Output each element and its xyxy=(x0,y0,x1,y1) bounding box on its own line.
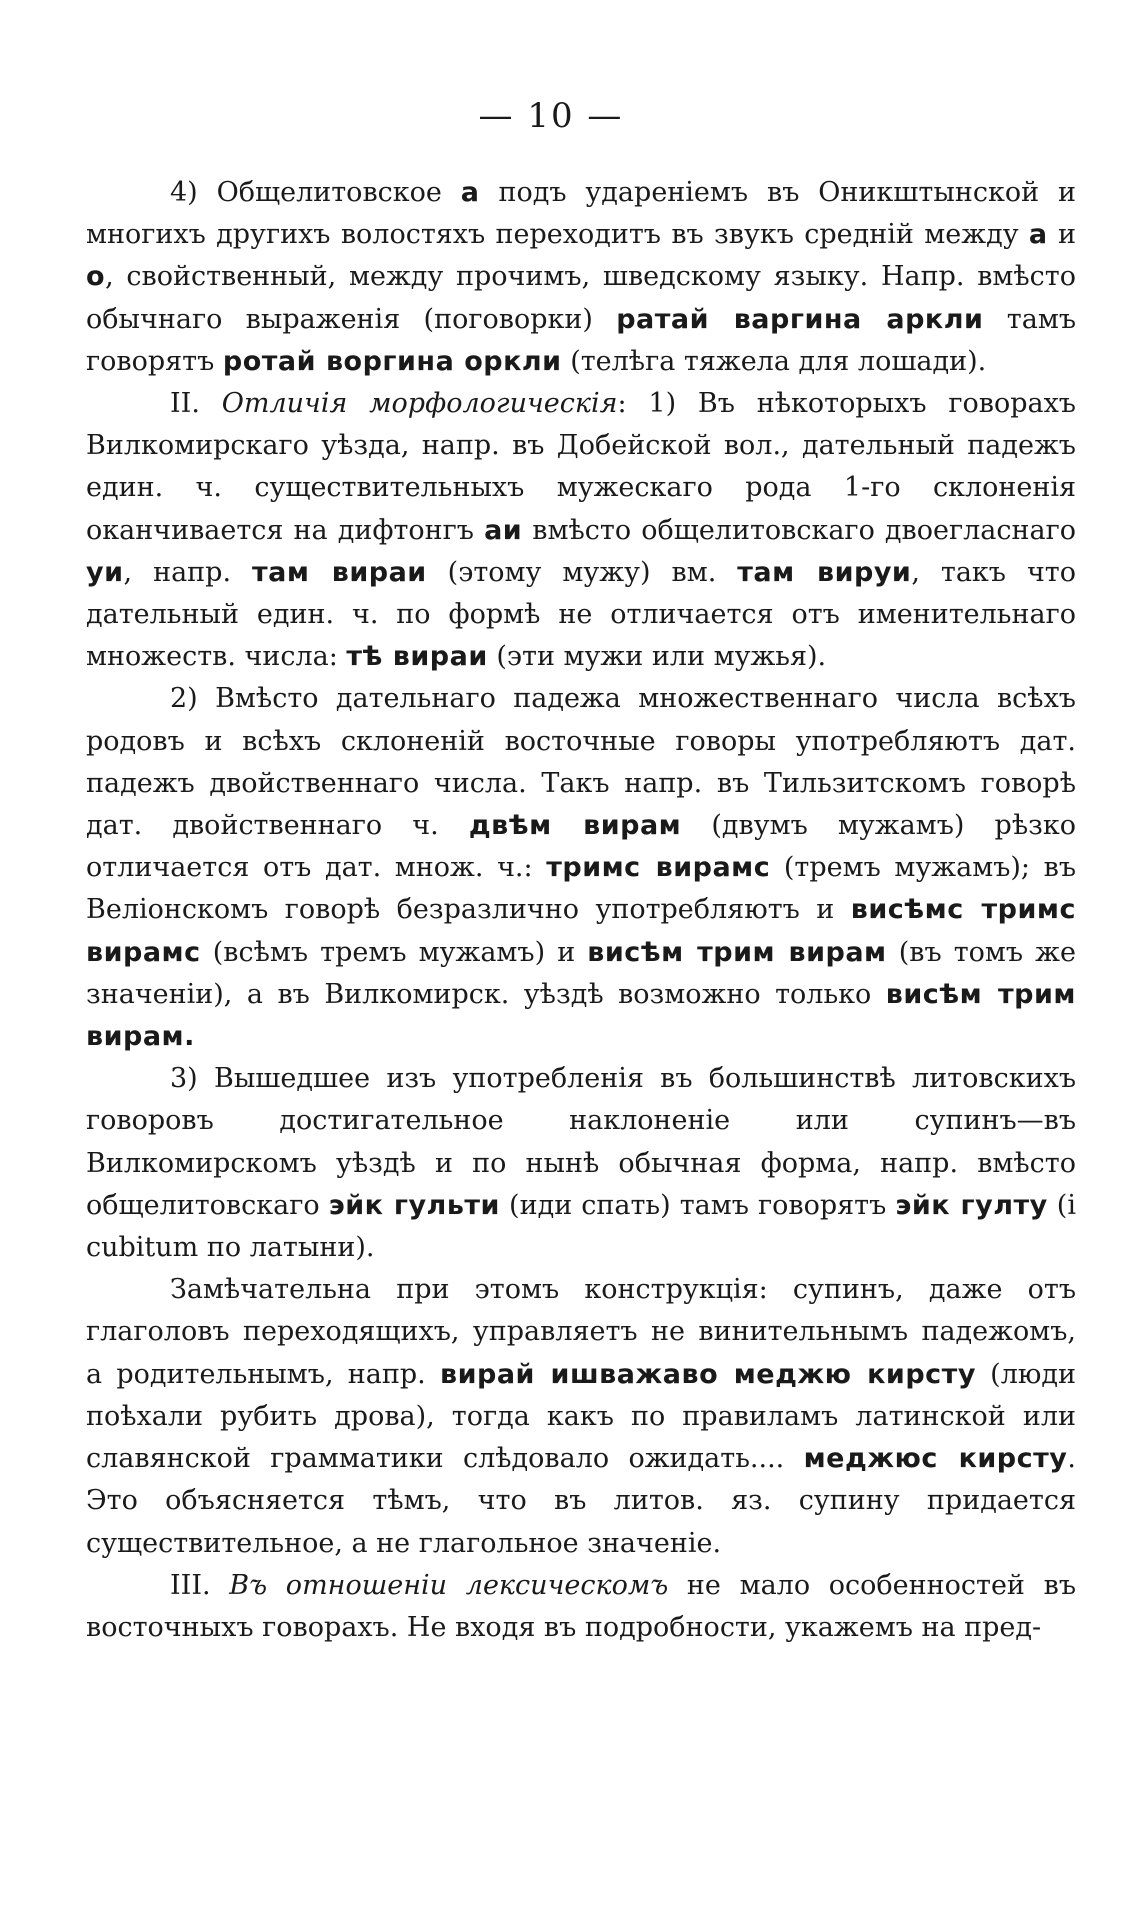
text-run: (люди поѣхали рубить дрова), тогда какъ по правиламъ латинской или славянской грамматики слѣдовало ожидать.... xyxy=(86,1358,1076,1475)
text-run: , такъ что дательный един. ч. по формѣ не отличается отъ именительнаго множеств. числа: xyxy=(86,556,1076,673)
book-page xyxy=(86,96,1076,1649)
paragraph-p1 xyxy=(86,172,1076,383)
text-run: тамъ говорятъ xyxy=(86,303,1076,377)
text-body xyxy=(86,172,1076,1649)
bold-term: там вираи xyxy=(252,556,427,588)
text-run: . Это объясняется тѣмъ, что въ литов. яз. супину придается существительное, а не глагольное значеніе. xyxy=(86,1443,1076,1559)
text-run: Замѣчательна при этомъ конструкція: супинъ, даже отъ глаголовъ переходящихъ, управляетъ не винительнымъ падежомъ, а родительнымъ, напр. xyxy=(86,1274,1076,1390)
text-run: (эти мужи или мужья). xyxy=(487,641,827,673)
text-run: 2) Вмѣсто дательнаго падежа множественнаго числа всѣхъ родовъ и всѣхъ склоненій восточные говоры употребляютъ дат. падежъ двойственнаго числа. Такъ напр. въ Тильзитскомъ говорѣ дат. двойственнаго ч. xyxy=(86,683,1076,842)
bold-term: о xyxy=(86,261,106,293)
text-run: II. xyxy=(170,388,222,420)
text-run: 3) Вышедшее изъ употребленія въ большинствѣ литовскихъ говоровъ достигательное наклоненіе или супинъ—въ Вилкомирскомъ уѣздѣ и по нынѣ обычная форма, напр. вмѣсто общелитовскаго xyxy=(86,1063,1076,1221)
bold-term: там вируи xyxy=(737,556,912,588)
bold-term: аи xyxy=(484,514,523,546)
italic-heading: Въ отношеніи лексическомъ xyxy=(229,1569,669,1601)
text-run: (всѣмъ тремъ мужамъ) и xyxy=(200,936,588,968)
bold-term: висѣмс тримс вирамс xyxy=(86,894,1076,968)
text-run: и xyxy=(1047,219,1076,251)
paragraph-p5 xyxy=(86,1269,1076,1564)
text-run: III. xyxy=(170,1569,230,1601)
paragraph-p6 xyxy=(86,1565,1076,1649)
paragraph-p2 xyxy=(86,383,1076,678)
text-run: подъ удареніемъ въ Оникштынской и многихъ другихъ волостяхъ переходитъ въ звукъ средній между xyxy=(86,177,1076,251)
text-run: (i cubitum по латыни). xyxy=(86,1189,1076,1264)
bold-term: уи xyxy=(86,556,124,588)
paragraph-p3 xyxy=(86,678,1076,1058)
bold-term: меджюс кирсту xyxy=(803,1443,1068,1475)
bold-term: вирай ишважаво меджю кирсту xyxy=(439,1358,976,1390)
text-run: , напр. xyxy=(123,556,253,588)
text-run: (тремъ мужамъ); въ Веліонскомъ говорѣ безразлично употребляютъ и xyxy=(86,852,1077,926)
bold-term: висѣм трим вирам xyxy=(587,936,887,968)
text-run: (иди спать) тамъ говорятъ xyxy=(499,1189,896,1221)
bold-term: двѣм вирам xyxy=(468,810,682,842)
text-run: (въ томъ же значеніи), а въ Вилкомирск. уѣздѣ возможно только xyxy=(86,936,1076,1010)
text-run: 4) Общелитовское xyxy=(170,177,461,208)
page-number: — 10 — xyxy=(478,96,624,136)
bold-term: а xyxy=(460,177,480,208)
bold-term: эйк гульти xyxy=(328,1189,500,1221)
bold-term: висѣм трим вирам. xyxy=(86,978,1076,1053)
text-run: (этому мужу) вм. xyxy=(426,556,738,588)
text-run: (двумъ мужамъ) рѣзко отличается отъ дат. множ. ч.: xyxy=(86,810,1076,884)
paragraph-p4 xyxy=(86,1058,1076,1269)
bold-term: а xyxy=(1028,219,1048,251)
text-run: : 1) Въ нѣкоторыхъ говорахъ Вилкомирскаго уѣзда, напр. въ Добейской вол., дательный падежъ един. ч. существительныхъ мужескаго рода 1-го склоненія оканчивается на дифтонгъ xyxy=(86,388,1076,546)
text-run: не мало особенностей въ восточныхъ говорахъ. Не входя въ подробности, укажемъ на пред- xyxy=(86,1569,1076,1643)
bold-term: ратай варгина аркли xyxy=(616,303,984,335)
bold-term: тѣ вираи xyxy=(346,641,488,673)
bold-term: ротай воргина оркли xyxy=(222,345,562,377)
text-run: , свойственный, между прочимъ, шведскому языку. Напр. вмѣсто обычнаго выраженія (поговорки) xyxy=(86,261,1076,335)
bold-term: эйк гулту xyxy=(895,1189,1048,1221)
text-run: вмѣсто общелитовскаго двоегласнаго xyxy=(522,514,1076,546)
text-run: (телѣга тяжела для лошади). xyxy=(561,345,987,377)
bold-term: тримс вирамс xyxy=(546,852,771,884)
italic-heading: Отличія морфологическія xyxy=(221,388,618,420)
